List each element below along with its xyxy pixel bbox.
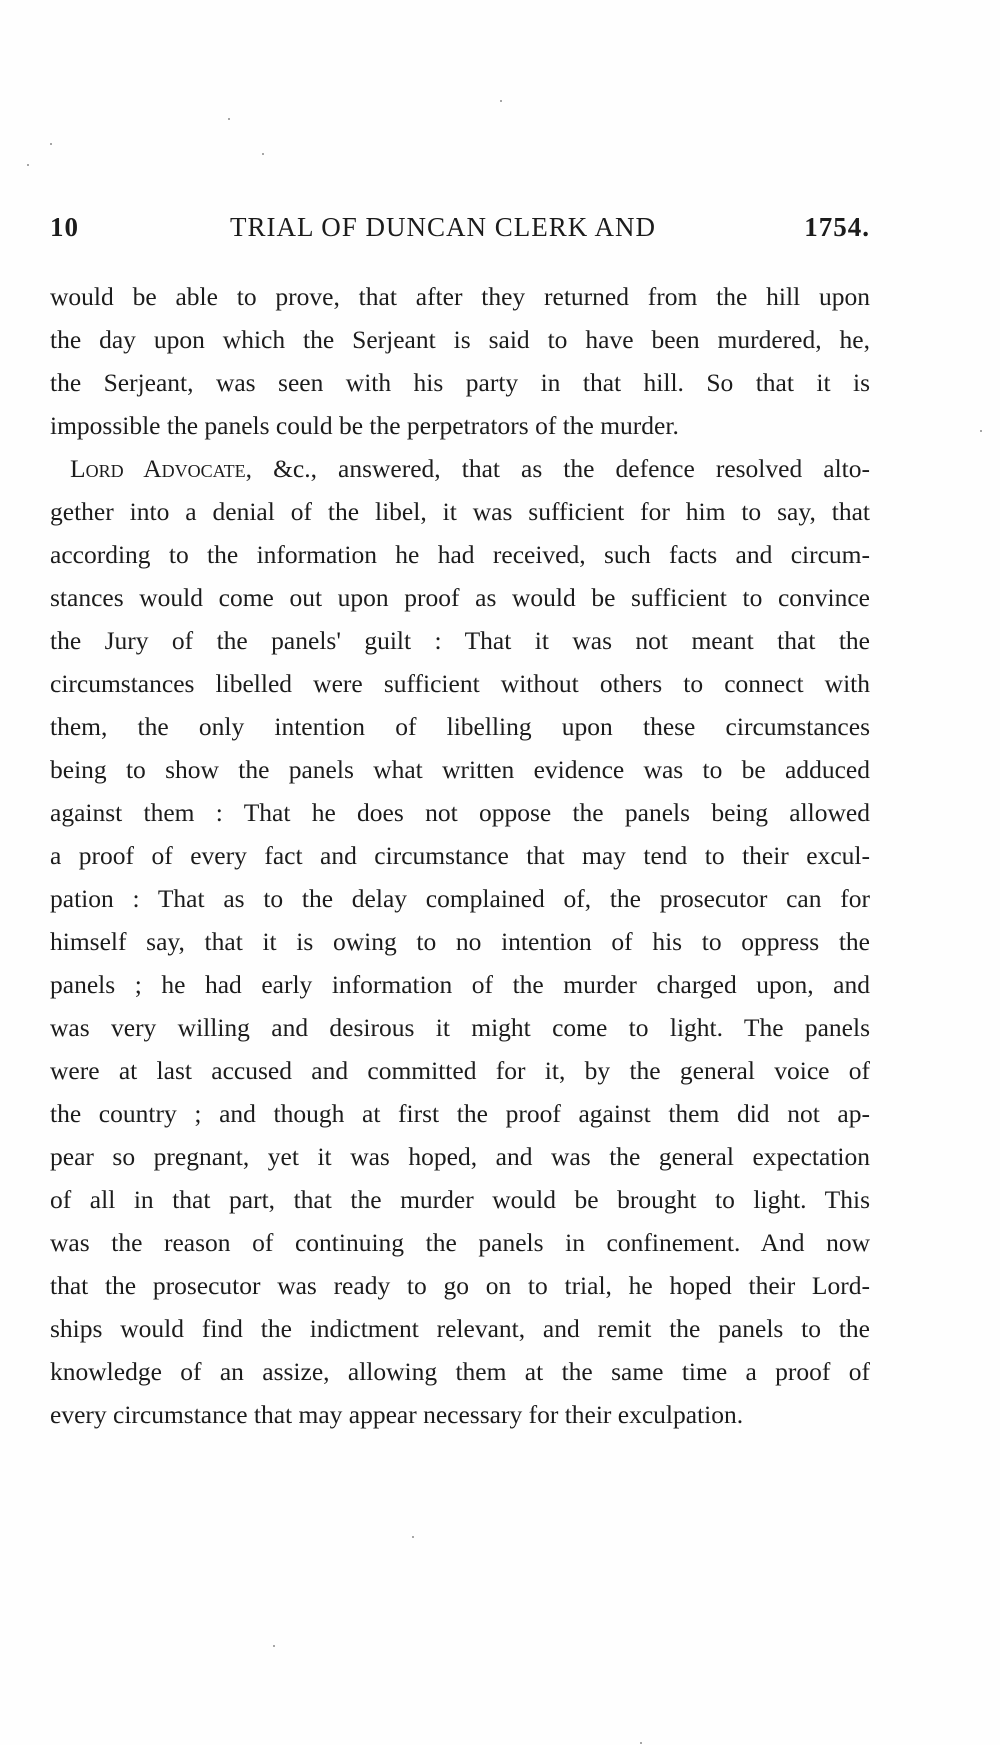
text-line: was very willing and desirous it might come to light. The panels xyxy=(50,1013,870,1042)
text-line: pear so pregnant, yet it was hoped, and was the general expectation xyxy=(50,1142,870,1171)
text-line: stances would come out upon proof as would be sufficient to convince xyxy=(50,583,870,612)
text-line: would be able to prove, that after they returned from the hill upon xyxy=(50,282,870,311)
text-line: the day upon which the Serjeant is said to have been murdered, he, xyxy=(50,325,870,354)
scan-speck xyxy=(273,1645,275,1647)
text-line: every circumstance that may appear necessary for their exculpation. xyxy=(50,1400,744,1429)
scan-speck xyxy=(500,100,502,102)
text-line: the country ; and though at first the proof against them did not ap- xyxy=(50,1099,870,1128)
speaker-name: Lord Advocate xyxy=(70,454,246,483)
scan-speck xyxy=(262,153,264,155)
paragraph-1 xyxy=(50,275,870,447)
text-line: knowledge of an assize, allowing them at the same time a proof of xyxy=(50,1357,870,1386)
text-line: of all in that part, that the murder would be brought to light. This xyxy=(50,1185,870,1214)
page-number: 10 xyxy=(50,212,79,242)
text-line: circumstances libelled were sufficient without others to connect with xyxy=(50,669,870,698)
body-text xyxy=(50,275,870,1436)
text-line: a proof of every fact and circumstance that may tend to their excul- xyxy=(50,841,870,870)
text-line: the Jury of the panels' guilt : That it was not meant that the xyxy=(50,626,870,655)
text-line: himself say, that it is owing to no intention of his to oppress the xyxy=(50,927,870,956)
scan-speck xyxy=(27,164,29,166)
text-line: gether into a denial of the libel, it was sufficient for him to say, that xyxy=(50,497,870,526)
text-line: being to show the panels what written evidence was to be adduced xyxy=(50,755,870,784)
page-year: 1754. xyxy=(804,212,870,242)
text-line: was the reason of continuing the panels in confinement. And now xyxy=(50,1228,870,1257)
text-line: pation : That as to the delay complained of, the prosecutor can for xyxy=(50,884,870,913)
text-line: ships would find the indictment relevant, and remit the panels to the xyxy=(50,1314,870,1343)
text-line: them, the only intention of libelling upon these circumstances xyxy=(50,712,870,741)
paragraph-2 xyxy=(50,447,870,1436)
text-line: impossible the panels could be the perpetrators of the murder. xyxy=(50,411,679,440)
text-line: panels ; he had early information of the murder charged upon, and xyxy=(50,970,870,999)
text-line xyxy=(50,447,870,490)
speaker-line-rest: , &c., answered, that as the defence resolved alto- xyxy=(245,454,870,483)
text-line: the Serjeant, was seen with his party in that hill. So that it is xyxy=(50,368,870,397)
scan-speck xyxy=(640,1742,642,1744)
scan-speck xyxy=(50,143,52,145)
running-title: TRIAL OF DUNCAN CLERK AND xyxy=(230,212,657,242)
scan-speck xyxy=(412,1536,414,1538)
text-line: that the prosecutor was ready to go on to trial, he hoped their Lord- xyxy=(50,1271,870,1300)
text-line: were at last accused and committed for it, by the general voice of xyxy=(50,1056,870,1085)
text-line: according to the information he had received, such facts and circum- xyxy=(50,540,870,569)
scan-speck xyxy=(980,430,982,432)
page-header xyxy=(50,212,870,248)
text-line: against them : That he does not oppose the panels being allowed xyxy=(50,798,870,827)
scan-speck xyxy=(228,118,230,120)
